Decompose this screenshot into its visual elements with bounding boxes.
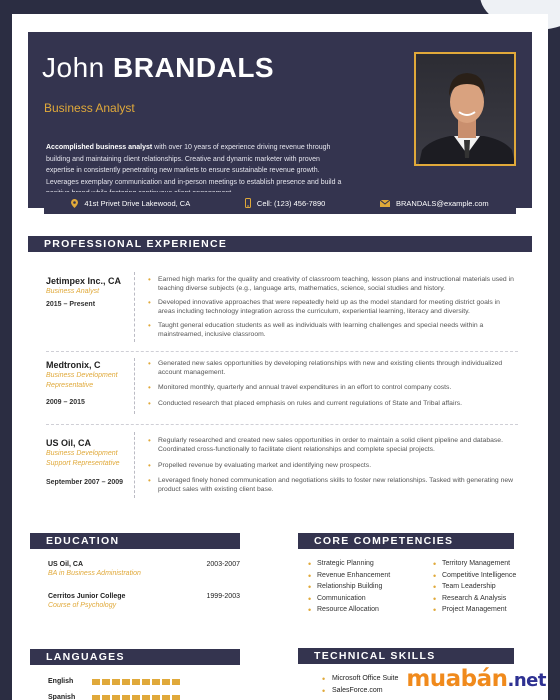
job-bullet: • Monitored monthly, quarterly and annual travel expenditures in an effort to control company costs.: [148, 384, 518, 393]
job-bullet: • Earned high marks for the quality and creativity of classroom teaching, lesson plans and instructional materials used in teaching diverse subjects (e.g., language arts, mathematics, science, social studies and history.: [148, 276, 518, 293]
job-role: Business Analyst: [46, 288, 100, 295]
education-years: 2003-2007: [206, 561, 240, 568]
address-text: 41st Privet Drive Lakewood, CA: [84, 198, 191, 208]
competency-item: • Territory Management: [433, 560, 510, 567]
degree: Course of Psychology: [48, 602, 117, 609]
level-segment: [162, 679, 170, 685]
language-name: English: [48, 678, 74, 685]
level-segment: [162, 695, 170, 700]
watermark-logo: [406, 666, 546, 692]
competency-item: • Resource Allocation: [308, 606, 379, 613]
level-segment: [152, 679, 160, 685]
education-heading: EDUCATION: [30, 533, 240, 549]
job-role: Business Development Support Representative: [46, 450, 120, 467]
job-dates: September 2007 – 2009: [46, 479, 124, 486]
level-segment: [152, 695, 160, 700]
job-bullet: • Generated new sales opportunities by developing relationships with new and existing clients through individualized account management.: [148, 360, 518, 377]
phone-item: [245, 198, 325, 208]
language-level-bar: [92, 695, 180, 700]
job-bullet: • Conducted research that placed emphasis on rules and current regulations of State and Tribal affairs.: [148, 400, 518, 409]
job-bullet: • Regularly researched and created new sales opportunities in order to maintain a solid client pipeline and database. Coordinated cross-functionally to facilitate client relationships and complete special projects.: [148, 437, 518, 454]
education-years: 1999-2003: [206, 593, 240, 600]
contact-bar: [44, 192, 516, 214]
skill-item: • Microsoft Office Suite: [322, 675, 398, 682]
education-entry: [48, 561, 240, 577]
profile-summary: [46, 142, 346, 200]
level-segment: [122, 695, 130, 700]
competency-item: • Competitive Intelligence: [433, 572, 516, 579]
job-bullet: • Developed innovative approaches that were repeatedly held up as the model standard for meeting district goals in areas including technology integration across the curriculum, experiential learning, literacy and diversity.: [148, 299, 518, 316]
job-dates: 2009 – 2015: [46, 399, 85, 406]
resume-header: [28, 32, 532, 208]
job-company: Medtronix, C: [46, 360, 101, 370]
summary-text: with over 10 years of experience driving revenue through building and maintaining client relationships. Creative and dynamic marketer with proven expertise in consistently penetrating new markets to ensure sustainable revenue growth. Leverages exemplary communication and in-person meetings to establish presence and build a: [46, 144, 342, 186]
competency-item: • Research & Analysis: [433, 595, 506, 602]
level-segment: [142, 679, 150, 685]
level-segment: [92, 679, 100, 685]
last-name: BRANDALS: [113, 52, 275, 83]
competency-item: • Team Leadership: [433, 583, 496, 590]
level-segment: [102, 679, 110, 685]
level-segment: [122, 679, 130, 685]
competency-item: • Relationship Building: [308, 583, 382, 590]
competencies-heading: CORE COMPETENCIES: [298, 533, 514, 549]
languages-heading: LANGUAGES: [30, 649, 240, 665]
profile-photo: [414, 52, 516, 166]
watermark-brand: muabán: [406, 666, 508, 692]
competency-item: • Strategic Planning: [308, 560, 374, 567]
competency-item: • Revenue Enhancement: [308, 572, 390, 579]
phone-text: Cell: (123) 456-7890: [256, 198, 326, 208]
email-text: BRANDALS@example.com: [396, 198, 489, 208]
section-separator: [46, 424, 518, 425]
level-segment: [132, 679, 140, 685]
address-item: [71, 199, 190, 208]
school-name: US Oil, CA: [48, 561, 84, 568]
level-segment: [142, 695, 150, 700]
job-title: Business Analyst: [44, 101, 135, 115]
skills-heading: TECHNICAL SKILLS: [298, 648, 514, 664]
job-bullet: • Propelled revenue by evaluating market and identifying new prospects.: [148, 462, 518, 471]
section-separator: [46, 351, 518, 352]
resume-page: [12, 14, 548, 700]
summary-lead: Accomplished business analyst: [46, 144, 153, 151]
level-segment: [102, 695, 110, 700]
level-segment: [172, 679, 180, 685]
job-role: Business Development Representative: [46, 372, 118, 389]
education-entry: [48, 593, 240, 609]
job-bullet: • Leveraged finely honed communication and negotiations skills to foster new relationships. Tasked with generating new product sales with existing client base.: [148, 477, 518, 494]
job-bullet: • Taught general education students as well as individuals with learning challenges and special needs within a mainstreamed, inclusive classroom.: [148, 322, 518, 339]
language-name: Spanish: [48, 694, 76, 700]
skill-item: • SalesForce.com: [322, 687, 383, 694]
phone-icon: [245, 198, 251, 208]
school-name: Cerritos Junior College: [48, 593, 126, 600]
language-level-bar: [92, 679, 180, 685]
degree: BA in Business Administration: [48, 570, 141, 577]
experience-heading: PROFESSIONAL EXPERIENCE: [28, 236, 532, 252]
job-dates: 2015 – Present: [46, 301, 96, 308]
envelope-icon: [380, 200, 390, 207]
email-item: [380, 199, 489, 208]
watermark-tld: .net: [507, 670, 546, 691]
level-segment: [112, 695, 120, 700]
level-segment: [172, 695, 180, 700]
level-segment: [92, 695, 100, 700]
first-name: John: [42, 52, 105, 83]
candidate-name: [42, 52, 274, 84]
location-pin-icon: [71, 199, 78, 208]
competency-item: • Communication: [308, 595, 366, 602]
job-company: US Oil, CA: [46, 438, 92, 448]
level-segment: [112, 679, 120, 685]
job-company: Jetimpex Inc., CA: [46, 276, 122, 286]
level-segment: [132, 695, 140, 700]
competency-item: • Project Management: [433, 606, 507, 613]
